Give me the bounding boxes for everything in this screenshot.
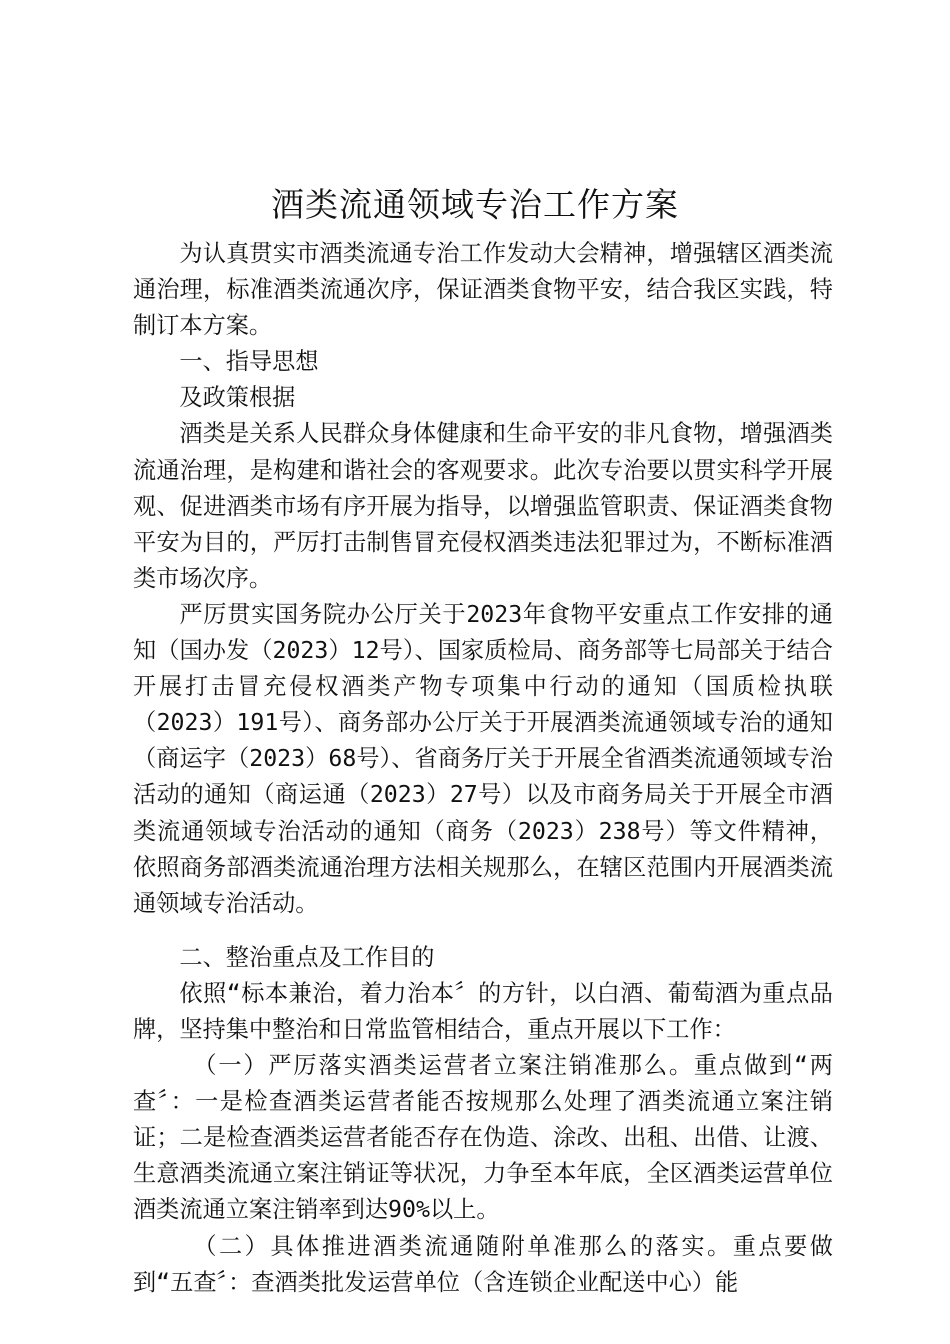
section-heading-rectification-focus: 二、整治重点及工作目的 <box>179 943 435 971</box>
list-item-accompanying-documents: （二）具体推进酒类流通随附单准那么的落实。重点要做到“五查〞：查酒类批发运营单位（含连锁企业配送中心）能 <box>133 1232 833 1296</box>
document-body <box>133 236 833 1301</box>
paragraph-liquor-importance: 酒类是关系人民群众身体健康和生命平安的非凡食物，增强酒类流通治理，是构建和谐社会的客观要求。此次专治要以贯实科学开展观、促进酒类市场有序开展为指导，以增强监管职责、保证酒类食物平安为目的，严厉打击制售冒充侵权酒类违法犯罪过为，不断标准酒类市场次序。 <box>133 420 833 592</box>
list-item-registration: （一）严厉落实酒类运营者立案注销准那么。重点做到“两查〞：一是检查酒类运营者能否按规那么处理了酒类流通立案注销证；二是检查酒类运营者能否存在伪造、涂改、出租、出借、让渡、生意酒类流通立案注销证等状况，力争至本年底，全区酒类运营单位酒类流通立案注销率到达90%以上。 <box>133 1052 833 1224</box>
subheading-policy-basis: 及政策根据 <box>179 384 296 412</box>
paragraph-policy-references: 严厉贯实国务院办公厅关于2023年食物平安重点工作安排的通知（国办发（2023）12号）、国家质检局、商务部等七局部关于结合开展打击冒充侵权酒类产物专项集中行动的通知（国质检执联（2023）191号）、商务部办公厅关于开展酒类流通领域专治的通知（商运字（2023）68号）、省商务厅关于开展全省酒类流通领域专治活动的通知（商运通（2023）27号）以及市商务局关于开展全市酒类流通领域专治活动的通知（商务（2023）238号）等文件精神，依照商务部酒类流通治理方法相关规那么，在辖区范围内开展酒类流通领域专治活动。 <box>133 600 833 917</box>
document-title: 酒类流通领域专治工作方案 <box>271 185 679 224</box>
paragraph-guiding-principle: 依照“标本兼治，着力治本〞的方针，以白酒、葡萄酒为重点品牌，坚持集中整治和日常监管相结合，重点开展以下工作： <box>133 979 833 1043</box>
section-heading-guiding-thought: 一、指导思想 <box>179 348 319 376</box>
intro-paragraph: 为认真贯实市酒类流通专治工作发动大会精神，增强辖区酒类流通治理，标准酒类流通次序，保证酒类食物平安，结合我区实践，特制订本方案。 <box>133 240 833 340</box>
